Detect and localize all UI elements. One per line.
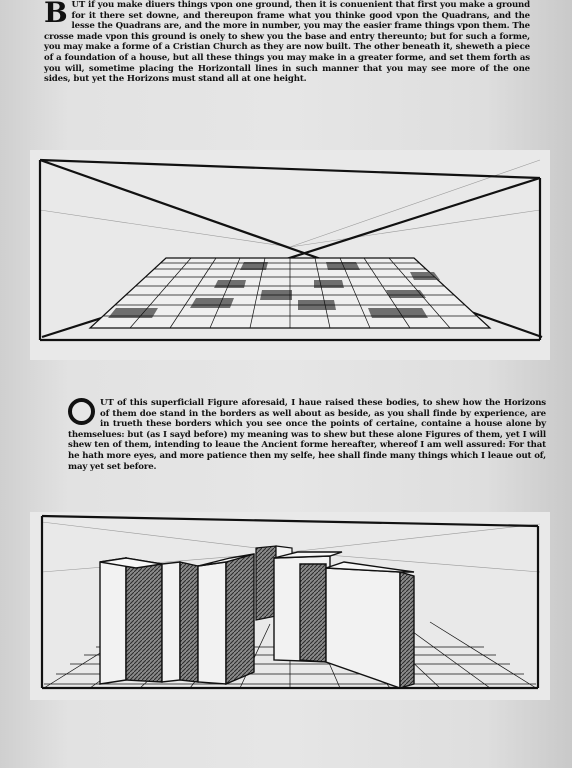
paragraph-1	[44, 0, 530, 85]
drop-cap-b: B	[44, 0, 68, 29]
paragraph-2-text: UT of this superficiall Figure aforesaid, I haue raised these bodies, to shew how the Horizons of them doe stand in the borders as well about as beside, as you shall finde by experience, are in trueth these borders which you see once the points of certaine, containe a house alone by themselues: but (as I sayd before) my meaning was to shew but these alone Figures of them, yet I will shew ten of them, intending to leaue the Ancient forme hereafter, whereof I am well assured: For that he hath more eyes, and more patience then my selfe, hee shall finde many things which I leaue out of, may yet set before.	[68, 398, 546, 472]
floor-plan-figure	[30, 150, 550, 360]
paragraph-2	[68, 398, 546, 472]
block-h	[100, 554, 254, 684]
raised-blocks-figure	[30, 512, 550, 700]
paragraph-1-text: UT if you make diuers things vpon one ground, then it is conuenient that first you make a ground for it there set downe, and thereupon frame what you thinke good vpon the Quadrans, and the lesse the Quadrans are, and the more in number, you may the easier frame things vpon them. The crosse made vpon this ground is onely to shew you the base and entry thereunto; but for such a forme, you may make a forme of a Cristian Church as they are now built. The other beneath it, sheweth a piece of a foundation of a house, but all these things you may make in a greater forme, and set them forth as you will, sometime placing the Horizontall lines in such manner that you may see more of the one sides, but yet the Horizons must stand all at one height.	[44, 0, 530, 85]
drop-cap-o	[68, 398, 95, 425]
